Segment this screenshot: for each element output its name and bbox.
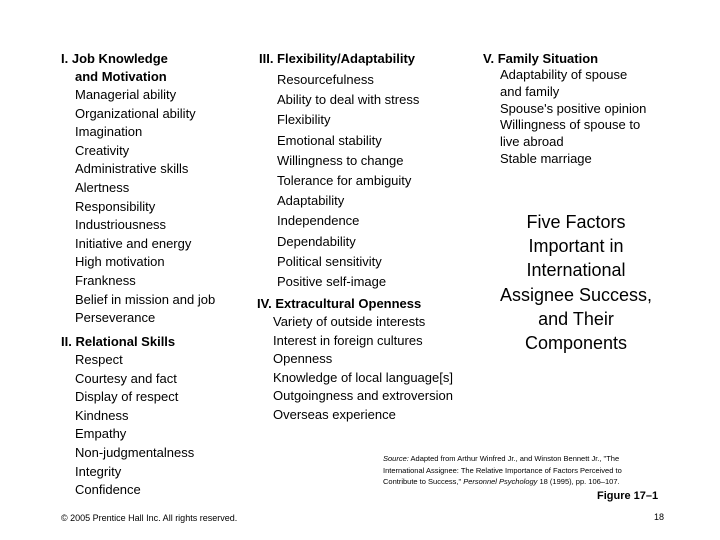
list-item: live abroad xyxy=(500,134,564,150)
list-item: Willingness of spouse to xyxy=(500,117,641,133)
source-text: Adapted from Arthur Winfred Jr., and Winston Bennett Jr., "The xyxy=(408,454,620,463)
list-item: Administrative skills xyxy=(75,161,189,177)
list-item: Ability to deal with stress xyxy=(277,92,420,108)
list-item: Adaptability xyxy=(277,193,345,209)
list-item: Variety of outside interests xyxy=(273,314,426,329)
list-item: Frankness xyxy=(75,272,136,288)
section4-list xyxy=(273,313,453,425)
list-item: Knowledge of local language[s] xyxy=(273,369,453,385)
list-item: Creativity xyxy=(75,142,130,158)
source-citation xyxy=(383,453,683,488)
list-item: Initiative and energy xyxy=(75,235,192,251)
list-item: Respect xyxy=(75,352,123,367)
list-item: Interest in foreign cultures xyxy=(273,332,423,348)
section5-title: V. Family Situation xyxy=(483,51,599,66)
list-item: Political sensitivity xyxy=(277,253,382,269)
title-line: Important in xyxy=(528,236,624,257)
list-item: Managerial ability xyxy=(75,87,177,102)
list-item: Belief in mission and job xyxy=(75,291,216,307)
list-item: Industriousness xyxy=(75,217,167,233)
list-item: Flexibility xyxy=(277,112,331,128)
page-number: 18 xyxy=(654,512,665,522)
source-label: Source: xyxy=(383,454,409,463)
list-item: Overseas experience xyxy=(273,406,396,422)
section4-title: IV. Extracultural Openness xyxy=(257,296,422,311)
title-line: Components xyxy=(524,333,628,354)
section1-title-line2: and Motivation xyxy=(75,69,167,84)
source-journal: Personnel Psychology xyxy=(463,477,538,486)
figure-label: Figure 17–1 xyxy=(597,490,659,502)
list-item: Stable marriage xyxy=(500,150,592,166)
list-item: Imagination xyxy=(75,124,143,140)
list-item: Resourcefulness xyxy=(277,72,374,87)
slide-title xyxy=(488,210,664,355)
list-item: Dependability xyxy=(277,233,356,249)
section3-list xyxy=(277,70,419,292)
title-line: and Their xyxy=(538,308,614,329)
list-item: Perseverance xyxy=(75,310,156,326)
section1-list xyxy=(75,86,215,328)
section2-list xyxy=(75,351,194,500)
list-item: Confidence xyxy=(75,482,141,498)
section5-list xyxy=(500,67,646,168)
title-line: Five Factors xyxy=(526,212,626,232)
title-line: Assignee Success, xyxy=(499,284,653,305)
list-item: Responsibility xyxy=(75,198,156,214)
list-item: Organizational ability xyxy=(75,105,196,121)
source-text: Contribute to Success," xyxy=(383,477,464,486)
title-line: International xyxy=(526,260,626,281)
section2-title: II. Relational Skills xyxy=(61,334,176,349)
source-text: 18 (1995), pp. 106–107. xyxy=(537,477,620,486)
list-item: Empathy xyxy=(75,426,127,442)
list-item: Willingness to change xyxy=(277,152,404,168)
list-item: Tolerance for ambiguity xyxy=(277,173,412,189)
list-item: Display of respect xyxy=(75,389,179,405)
list-item: Integrity xyxy=(75,463,122,479)
list-item: Kindness xyxy=(75,407,129,423)
list-item: Courtesy and fact xyxy=(75,370,177,386)
source-text: International Assignee: The Relative Importance of Factors Perceived to xyxy=(383,465,622,475)
list-item: Openness xyxy=(273,351,333,367)
list-item: Emotional stability xyxy=(277,132,382,148)
section3-title: III. Flexibility/Adaptability xyxy=(259,51,416,66)
copyright-notice: © 2005 Prentice Hall Inc. All rights reserved. xyxy=(61,513,238,523)
section1-title-line1: I. Job Knowledge xyxy=(61,51,168,66)
list-item: and family xyxy=(500,83,560,99)
list-item: Positive self-image xyxy=(277,274,387,290)
list-item: High motivation xyxy=(75,254,165,270)
list-item: Spouse's positive opinion xyxy=(500,100,647,116)
list-item: Independence xyxy=(277,213,360,229)
list-item: Adaptability of spouse xyxy=(500,67,628,82)
list-item: Outgoingness and extroversion xyxy=(273,388,453,404)
list-item: Non-judgmentalness xyxy=(75,444,195,460)
list-item: Alertness xyxy=(75,179,130,195)
